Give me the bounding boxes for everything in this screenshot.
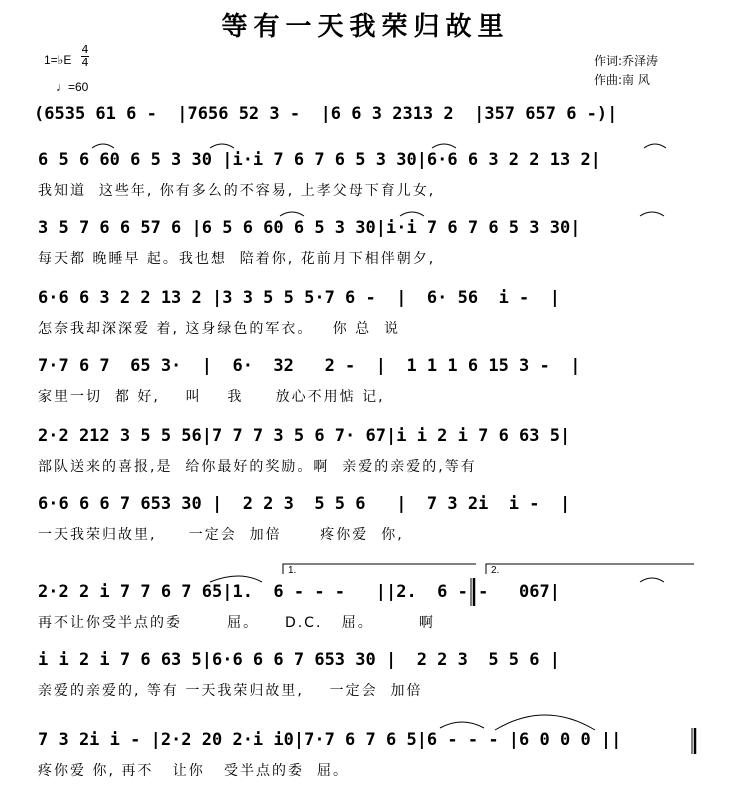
score-row-4-notes: 6·6 6 3 2 2 13 2 |3 3 5 5 5·7 6 - | 6· 56 i - | [38, 288, 560, 308]
song-title: 等有一天我荣归故里 [221, 12, 510, 42]
score-row-2-lyrics: 我知道 这些年, 你有多么的不容易, 上孝父母下育儿女, [38, 183, 436, 199]
slur [400, 212, 424, 216]
slur [210, 576, 262, 582]
slur [640, 578, 664, 582]
volta-1-label: 1. [288, 565, 297, 576]
score-row-9-notes: i i 2 i 7 6 63 5|6·6 6 6 7 653 30 | 2 2 3 5 5 6 | [38, 650, 560, 670]
score-row-10-notes: 7 3 2i i - |2·2 20 2·i i0|7·7 6 7 6 5|6 - - - |6 0 0 0 || [38, 730, 622, 750]
lyricist-credit: 作词:乔泽涛 [594, 54, 659, 68]
slur [92, 144, 114, 148]
score-row-1-notes: (6535 61 6 - |7656 52 3 - |6 6 3 2313 2 |357 657 6 -)| [34, 104, 618, 124]
score-row-8-notes: 2·2 2 i 7 7 6 7 65|1. 6 - - - ||2. 6 - - 067| [38, 582, 560, 602]
score-row-7-lyrics: 一天我荣归故里, 一定会 加倍 疼你爱 你, [38, 527, 404, 543]
score-row-4-lyrics: 怎奈我却深深爱 着, 这身绿色的军衣。 你 总 说 [38, 321, 401, 337]
time-signature-bottom: 4 [81, 56, 89, 69]
slur [644, 144, 666, 148]
slur [440, 722, 484, 728]
volta-bracket-2 [486, 564, 694, 574]
volta-bracket-1 [283, 564, 476, 574]
score-row-6-notes: 2·2 212 3 5 5 56|7 7 7 3 5 6 7· 67|i i 2 i 7 6 63 5| [38, 426, 571, 446]
tempo-marking: ♩=60 [56, 80, 89, 94]
slur [640, 212, 664, 216]
score-row-2-notes: 6 5 6 60 6 5 3 30 |i·i 7 6 7 6 5 3 30|6·6 6 3 2 2 13 2| [38, 150, 601, 170]
score-row-5-notes: 7·7 6 7 65 3· | 6· 32 2 - | 1 1 1 6 15 3 - | [38, 356, 581, 376]
score-row-8-lyrics: 再不让你受半点的委 屈。 D.C. 屈。 啊 [38, 615, 435, 631]
volta-2-label: 2. [491, 565, 500, 576]
score-row-6-lyrics: 部队送来的喜报,是 给你最好的奖励。啊 亲爱的亲爱的,等有 [38, 459, 477, 475]
slur-final [495, 715, 595, 730]
key-signature: 1=♭E [44, 53, 72, 67]
score-row-3-lyrics: 每天都 晚睡早 起。我也想 陪着你, 花前月下相伴朝夕, [38, 251, 436, 267]
score-row-9-lyrics: 亲爱的亲爱的, 等有 一天我荣归故里, 一定会 加倍 [38, 683, 423, 699]
time-signature-top: 4 [81, 43, 89, 56]
score-row-5-lyrics: 家里一切 都 好, 叫 我 放心不用惦 记, [38, 389, 385, 405]
slur [210, 144, 234, 148]
composer-credit: 作曲:南 风 [594, 73, 650, 87]
slur [432, 144, 456, 148]
slur [280, 212, 304, 216]
score-row-10-lyrics: 疼你爱 你, 再不 让你 受半点的委 屈。 [38, 763, 349, 779]
score-row-3-notes: 3 5 7 6 6 57 6 |6 5 6 60 6 5 3 30|i·i 7 6 7 6 5 3 30| [38, 218, 581, 238]
score-row-7-notes: 6·6 6 6 7 653 30 | 2 2 3 5 5 6 | 7 3 2i i - | [38, 494, 571, 514]
